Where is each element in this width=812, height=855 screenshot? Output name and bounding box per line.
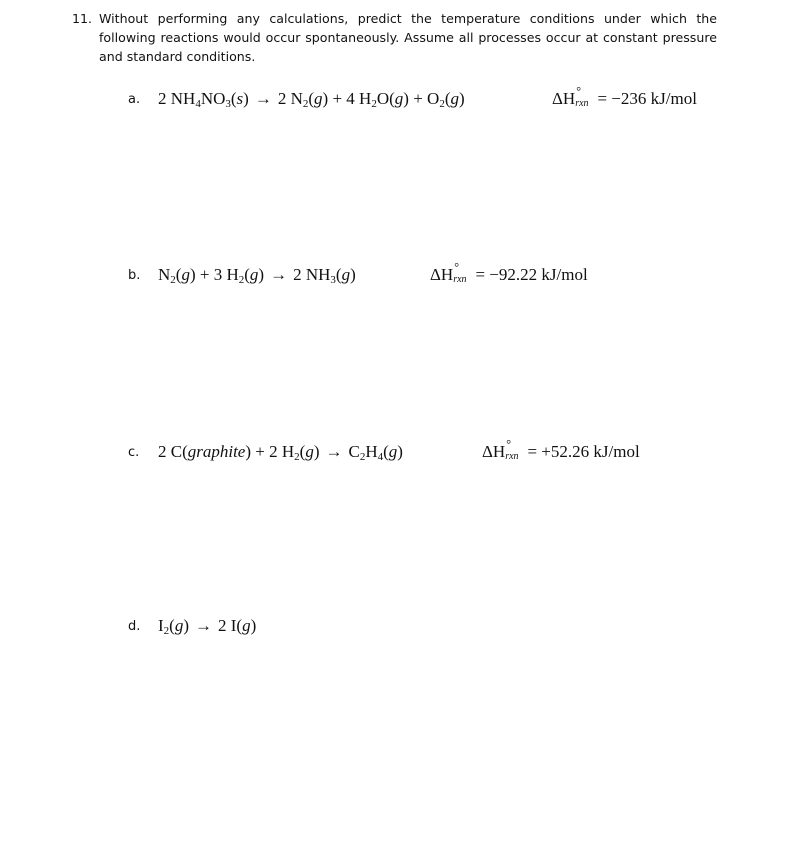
item-letter-a: a. [128,92,141,107]
item-letter-d: d. [128,619,141,634]
enthalpy-value-b: = −92.22 kJ/mol [475,265,588,284]
item-letter-b: b. [128,268,141,283]
enthalpy-c: ΔH ° rxn = +52.26 kJ/mol [482,437,640,462]
enthalpy-value-c: = +52.26 kJ/mol [527,442,640,461]
equation-b: $N_2(g) + 3$ $H_2(g) \to 2$ $NH_3(g)$ [158,265,356,286]
equation-c: 2 C(graphite) + 2 $H_2(g) \to C_2H_4(g)$ [158,442,403,463]
equation-a: 2 $NH_4NO_3(s) \to 2$ $N_2(g) + 4$ $H_2O(g) + O_2(g)$ [158,89,465,110]
question-number: 11. [72,11,93,26]
equation-d: $I_2(g) \to 2$ I(g) [158,616,257,637]
enthalpy-b: ΔH ° rxn = −92.22 kJ/mol [430,260,588,285]
question-11 [72,9,717,66]
enthalpy-value-a: = −236 kJ/mol [597,89,697,108]
item-letter-c: c. [128,445,140,460]
enthalpy-a: ΔH ° rxn = −236 kJ/mol [552,84,697,109]
question-text: Without performing any calculations, predict the temperature conditions under which the following reactions would occur spontaneously. Assume all processes occur at constant pressure and standard conditions. [99,11,717,64]
